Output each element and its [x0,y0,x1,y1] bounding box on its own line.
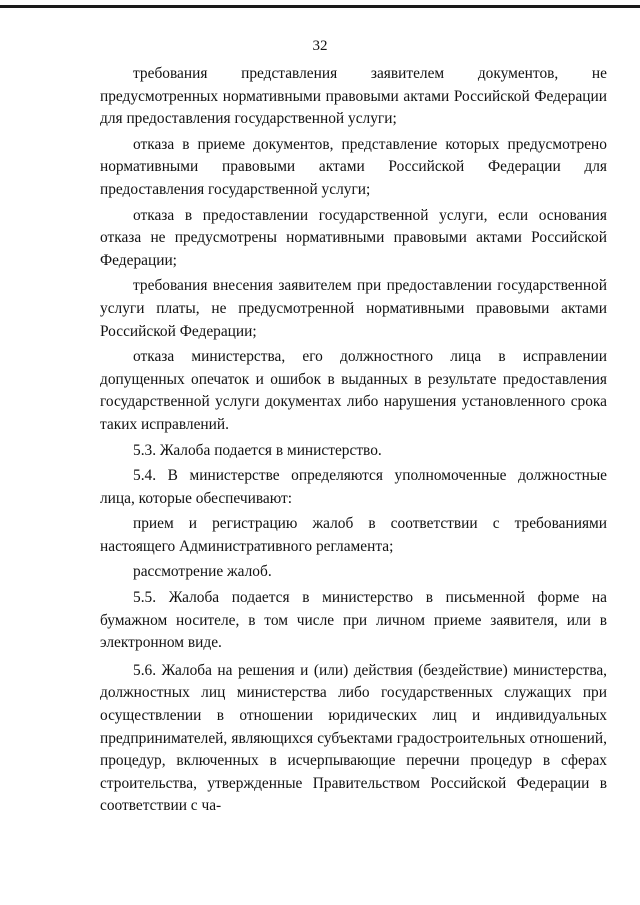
paragraph-2: отказа в приеме документов, представление которых предусмотрено нормативными правовыми актами Российской Федерации для предоставления государственной услуги; [100,135,607,198]
paragraph-8: прием и регистрацию жалоб в соответствии с требованиями настоящего Административного регламента; [100,515,607,555]
paragraph-4: требования внесения заявителем при предоставлении государственной услуги платы, не предусмотренной нормативными правовыми актами Российской Федерации; [100,277,607,340]
header-rule [0,5,640,8]
paragraph-9: рассмотрение жалоб. [133,563,272,581]
paragraph-11: 5.6. Жалоба на решения и (или) действия (бездействие) министерства, должностных лиц министерства либо государственных служащих при осуществлении в отношении юридических лиц и индивидуальных предпринимателей, являющихся субъектами градостроительных отношений, процедур, включенных в исчерпывающие перечни процедур в сферах строительства, утвержденные Правительством Российской Федерации в соответствии с ча- [100,661,607,815]
paragraph-1: требования представления заявителем документов, не предусмотренных нормативными правовыми актами Российской Федерации для предоставления государственной услуги; [100,65,607,128]
paragraph-5: отказа министерства, его должностного лица в исправлении допущенных опечаток и ошибок в выданных в результате предоставления государственной услуги документах либо нарушения установленного срока таких исправлений. [100,348,607,433]
paragraph-7: 5.4. В министерстве определяются уполномоченные должностные лица, которые обеспечивают: [100,467,607,507]
paragraph-6: 5.3. Жалоба подается в министерство. [133,441,382,459]
paragraph-10: 5.5. Жалоба подается в министерство в письменной форме на бумажном носителе, в том числе при личном приеме заявителя, или в электронном виде. [100,589,607,652]
document-body [100,63,607,821]
paragraph-3: отказа в предоставлении государственной услуги, если основания отказа не предусмотрены нормативными правовыми актами Российской Федерации; [100,206,607,269]
page-number: 32 [312,38,328,54]
